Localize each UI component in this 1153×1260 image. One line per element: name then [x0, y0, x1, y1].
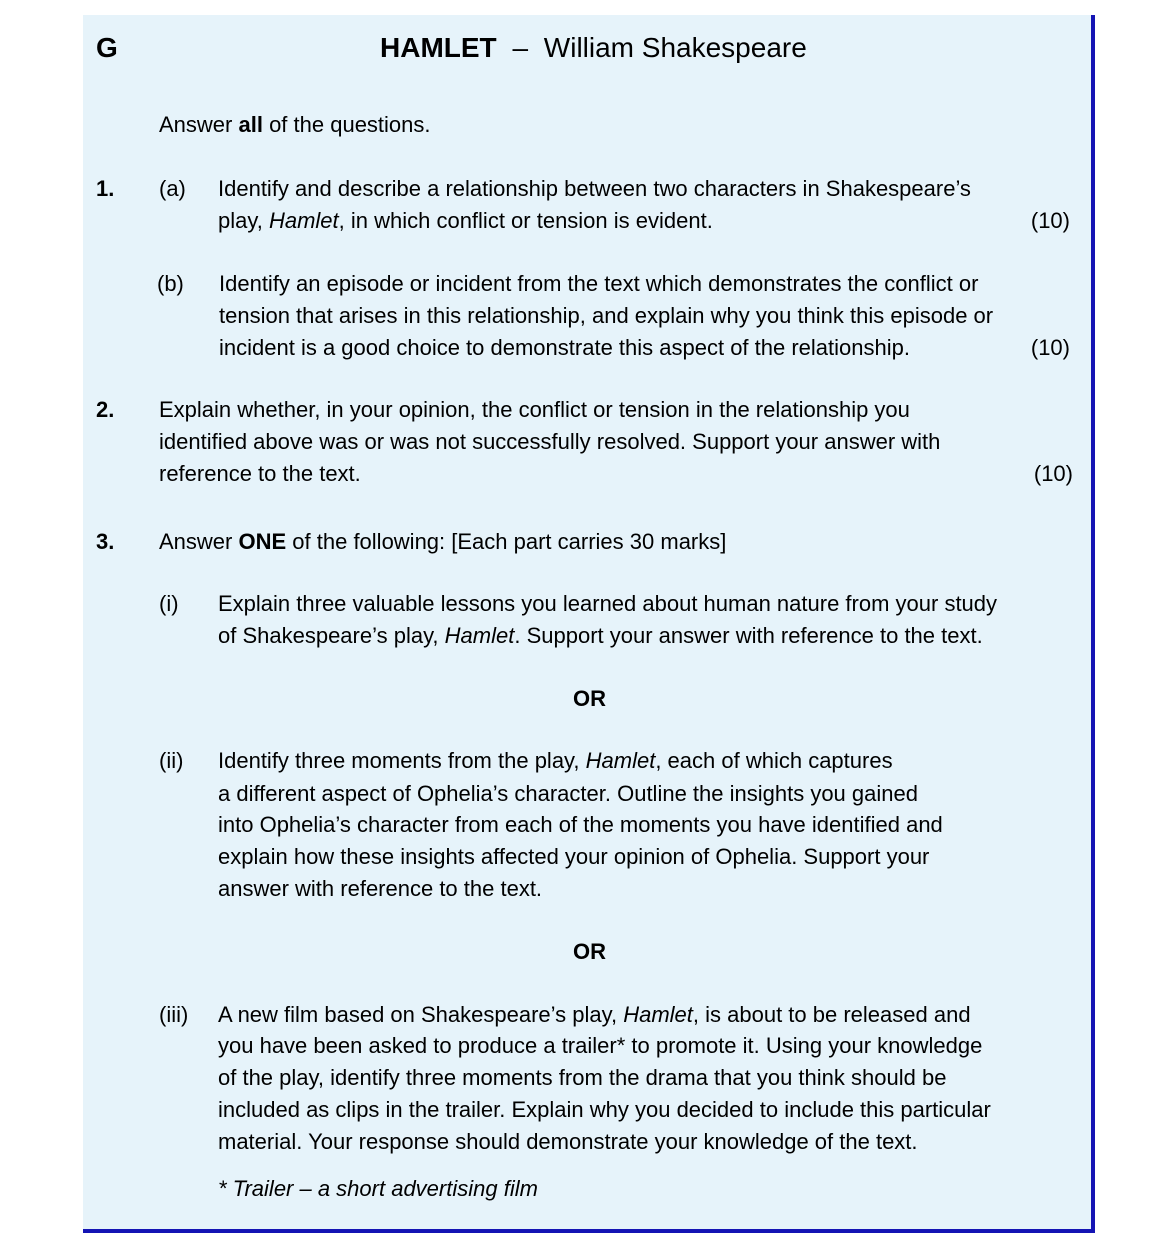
- footnote: * Trailer – a short advertising film: [218, 1176, 538, 1201]
- question-1b-label: (b): [157, 271, 184, 296]
- question-3iii-line: A new film based on Shakespeare’s play, Hamlet, is about to be released and: [218, 1002, 971, 1027]
- question-3i-label: (i): [159, 591, 179, 616]
- question-1a-line: play, Hamlet, in which conflict or tension is evident.: [218, 208, 713, 233]
- question-3-intro: Answer ONE of the following: [Each part carries 30 marks]: [159, 529, 727, 554]
- question-1a-label: (a): [159, 176, 186, 201]
- question-1b-line: incident is a good choice to demonstrate this aspect of the relationship.: [219, 335, 910, 360]
- page-title: [380, 32, 807, 64]
- play-title: HAMLET: [380, 32, 497, 63]
- question-3i-line: Explain three valuable lessons you learned about human nature from your study: [218, 591, 998, 616]
- title-dash: –: [512, 32, 529, 63]
- author-name: William Shakespeare: [543, 32, 807, 63]
- question-3iii-label: (iii): [159, 1002, 189, 1027]
- question-1b-line: tension that arises in this relationship, and explain why you think this episode or: [219, 303, 994, 328]
- or-divider: OR: [573, 939, 606, 964]
- question-3iii-line: of the play, identify three moments from the drama that you think should be: [218, 1065, 947, 1090]
- question-3ii-line: answer with reference to the text.: [218, 876, 543, 901]
- question-3i-line: of Shakespeare’s play, Hamlet. Support your answer with reference to the text.: [218, 623, 983, 648]
- question-3-number: 3.: [96, 529, 115, 554]
- or-divider: OR: [573, 686, 606, 711]
- question-2-marks: (10): [1033, 461, 1073, 486]
- question-3ii-line: into Ophelia’s character from each of the moments you have identified and: [218, 812, 943, 837]
- section-letter: G: [96, 32, 118, 63]
- question-1a-line: Identify and describe a relationship between two characters in Shakespeare’s: [218, 176, 971, 201]
- question-3ii-line: Identify three moments from the play, Hamlet, each of which captures: [218, 748, 893, 773]
- question-3iii-line: you have been asked to produce a trailer* to promote it. Using your knowledge: [218, 1033, 983, 1058]
- question-3ii-line: a different aspect of Ophelia’s character. Outline the insights you gained: [218, 781, 918, 806]
- question-3ii-label: (ii): [159, 748, 184, 773]
- question-1a-marks: (10): [1030, 208, 1070, 233]
- instruction: Answer all of the questions.: [159, 112, 431, 137]
- question-2-number: 2.: [96, 397, 115, 422]
- question-1-number: 1.: [96, 176, 115, 201]
- question-1b-marks: (10): [1030, 335, 1070, 360]
- question-2-line: Explain whether, in your opinion, the conflict or tension in the relationship you: [159, 397, 910, 422]
- question-2-line: identified above was or was not successfully resolved. Support your answer with: [159, 429, 941, 454]
- question-3iii-line: material. Your response should demonstrate your knowledge of the text.: [218, 1129, 918, 1154]
- question-3ii-line: explain how these insights affected your opinion of Ophelia. Support your: [218, 844, 930, 869]
- question-3iii-line: included as clips in the trailer. Explain why you decided to include this particular: [218, 1097, 991, 1122]
- question-1b-line: Identify an episode or incident from the text which demonstrates the conflict or: [219, 271, 979, 296]
- question-2-line: reference to the text.: [159, 461, 361, 486]
